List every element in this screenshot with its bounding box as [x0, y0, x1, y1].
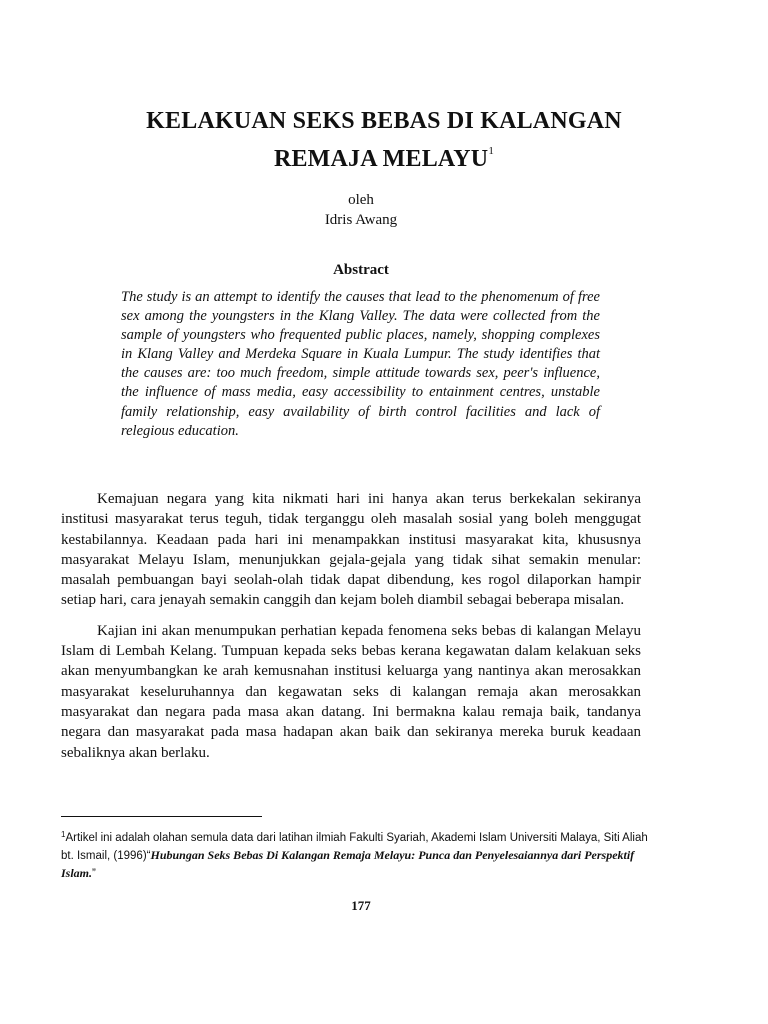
byline — [0, 190, 722, 230]
abstract-text: The study is an attempt to identify the causes that lead to the phenomenum of free sex among the youngsters in the Klang Valley. The data were collected from the sample of youngsters who frequented public places, namely, shopping complexes in Klang Valley and Merdeka Square in Kuala Lumpur. The study identifies that the causes are: too much freedom, simple attitude towards sex, peer's influence, the influence of mass media, easy accessibility to entainment centres, unstable family relationship, easy availability of birth control facilities and lack of relegious education. — [121, 289, 600, 439]
article-title — [0, 106, 768, 174]
body-paragraph: Kemajuan negara yang kita nikmati hari ini hanya akan terus berkekalan sekiranya institusi masyarakat terus teguh, tidak terganggu oleh masalah sosial yang boleh menggugat kestabilannya. Keadaan pada hari ini menampakkan institusi masyarakat kita, khususnya masyarakat Melayu Islam, menunjukkan gejala-gejala yang tidak sihat semakin menular: masalah pembuangan bayi seolah-olah tidak dapat dibendung, kes rogol dilaporkan hampir setiap hari, cara jenayah semakin canggih dan kejam boleh diambil sebagai beberapa misalan. — [61, 491, 641, 609]
footnote-divider — [61, 816, 262, 817]
title-line-1: KELAKUAN SEKS BEBAS DI KALANGAN — [146, 108, 622, 134]
body-paragraph: Kajian ini akan menumpukan perhatian kepada fenomena seks bebas di kalangan Melayu Islam di Lembah Kelang. Tumpuan kepada seks bebas kerana kegawatan dalam kelakuan seks akan menyumbangkan ke arah kemusnahan institusi keluarga yang nantinya akan merosakkan masyarakat keseluruhannya dan kegawatan seks di kalangan remaja akan merosakkan masyarakat dan negara pada masa akan datang. Ini bermakna kalau remaja baik, tandanya negara dan masyarakat pada masa hadapan akan baik dan sekiranya mereka buruk keadaan sebaliknya akan berlaku. — [61, 622, 641, 761]
footnote-close-quote: ” — [92, 868, 96, 880]
body-text — [61, 489, 641, 773]
title-footnote-marker: 1 — [488, 145, 495, 157]
abstract-heading: Abstract — [333, 262, 389, 278]
author-name: Idris Awang — [324, 212, 398, 228]
page-number: 177 — [351, 898, 371, 913]
footnote-marker: 1 — [61, 830, 66, 839]
footnote-cited-title: Hubungan Seks Bebas Di Kalangan Remaja Melayu: Punca dan Penyelesaiannya dari Perspektif Islam. — [61, 848, 635, 880]
footnote-text: Artikel ini adalah olahan semula data dari latihan ilmiah Fakulti Syariah, Akademi Islam Universiti Malaya, Siti Aliah bt. Ismail, (1996)“ — [61, 832, 648, 862]
footnote — [61, 826, 661, 883]
title-line-2-text: REMAJA MELAYU — [273, 146, 489, 172]
title-line-2 — [0, 136, 768, 174]
byline-label: oleh — [348, 192, 374, 208]
